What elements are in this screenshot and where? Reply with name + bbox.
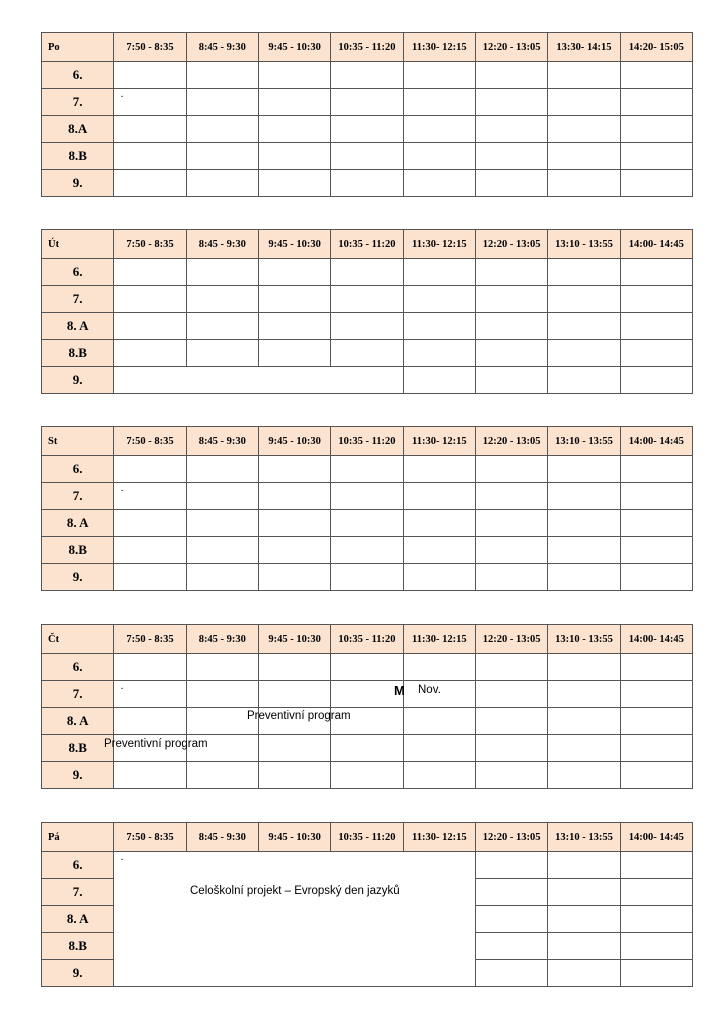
- class-label: 7.: [42, 483, 114, 510]
- time-slot: 14:20- 15:05: [620, 33, 692, 62]
- class-label: 9.: [42, 762, 114, 789]
- table-row: [42, 456, 693, 483]
- dot-mark: ·: [120, 855, 124, 866]
- time-slot: 13:30- 14:15: [548, 33, 620, 62]
- class-label: 9.: [42, 367, 114, 394]
- class-label: 8. A: [42, 510, 114, 537]
- table-row: [42, 143, 693, 170]
- class-label: 7.: [42, 879, 114, 906]
- table-row: [42, 367, 693, 394]
- table-row: [42, 89, 693, 116]
- table-row: [42, 510, 693, 537]
- time-slot: 10:35 - 11:20: [331, 427, 403, 456]
- timetable-po: [41, 32, 693, 197]
- time-slot: 13:10 - 13:55: [548, 625, 620, 654]
- header-row: [42, 625, 693, 654]
- class-label: 8. A: [42, 708, 114, 735]
- table-row: [42, 852, 693, 879]
- table-row: [42, 170, 693, 197]
- time-slot: 14:00- 14:45: [620, 427, 692, 456]
- time-slot: 9:45 - 10:30: [258, 427, 330, 456]
- class-label: 6.: [42, 654, 114, 681]
- time-slot: 10:35 - 11:20: [331, 230, 403, 259]
- dot-mark: ·: [120, 92, 124, 103]
- schedule-pa: [41, 822, 693, 987]
- table-row: [42, 537, 693, 564]
- subject-m-label: M: [394, 683, 405, 698]
- class-label: 7.: [42, 286, 114, 313]
- preventivni-program-note: Preventivní program: [247, 710, 351, 722]
- class-label: 6.: [42, 456, 114, 483]
- time-slot: 12:20 - 13:05: [475, 33, 547, 62]
- day-label: St: [42, 427, 114, 456]
- time-slot: 8:45 - 9:30: [186, 625, 258, 654]
- header-row: [42, 427, 693, 456]
- class-label: 8.B: [42, 735, 114, 762]
- class-label: 8.A: [42, 116, 114, 143]
- time-slot: 13:10 - 13:55: [548, 427, 620, 456]
- time-slot: 11:30- 12:15: [403, 427, 475, 456]
- time-slot: 10:35 - 11:20: [331, 823, 403, 852]
- table-row: [42, 340, 693, 367]
- timetable-ct: [41, 624, 693, 789]
- timetable-pa: [41, 822, 693, 987]
- class-label: 8.B: [42, 537, 114, 564]
- class-label: 6.: [42, 852, 114, 879]
- time-slot: 14:00- 14:45: [620, 230, 692, 259]
- class-label: 8. A: [42, 906, 114, 933]
- class-label: 7.: [42, 89, 114, 116]
- schedule-ct: [41, 624, 693, 789]
- day-label: Pá: [42, 823, 114, 852]
- time-slot: 10:35 - 11:20: [331, 33, 403, 62]
- time-slot: 11:30- 12:15: [403, 625, 475, 654]
- time-slot: 8:45 - 9:30: [186, 823, 258, 852]
- time-slot: 14:00- 14:45: [620, 625, 692, 654]
- project-merged-cell: [114, 852, 476, 987]
- time-slot: 7:50 - 8:35: [114, 625, 186, 654]
- dot-mark: ·: [120, 684, 124, 695]
- dot-mark: ·: [120, 486, 124, 497]
- time-slot: 8:45 - 9:30: [186, 427, 258, 456]
- day-label: Út: [42, 230, 114, 259]
- time-slot: 9:45 - 10:30: [258, 625, 330, 654]
- time-slot: 9:45 - 10:30: [258, 33, 330, 62]
- table-row: [42, 708, 693, 735]
- time-slot: 7:50 - 8:35: [114, 230, 186, 259]
- time-slot: 13:10 - 13:55: [548, 230, 620, 259]
- timetable-st: [41, 426, 693, 591]
- table-row: [42, 62, 693, 89]
- time-slot: 11:30- 12:15: [403, 823, 475, 852]
- class-label: 7.: [42, 681, 114, 708]
- timetable-ut: [41, 229, 693, 394]
- class-label: 6.: [42, 62, 114, 89]
- header-row: [42, 230, 693, 259]
- time-slot: 8:45 - 9:30: [186, 33, 258, 62]
- class-label: 8.B: [42, 340, 114, 367]
- time-slot: 7:50 - 8:35: [114, 823, 186, 852]
- time-slot: 11:30- 12:15: [403, 230, 475, 259]
- table-row: [42, 483, 693, 510]
- class-label: 9.: [42, 960, 114, 987]
- preventivni-program-note: Preventivní program: [104, 738, 208, 750]
- time-slot: 11:30- 12:15: [403, 33, 475, 62]
- day-label: Po: [42, 33, 114, 62]
- time-slot: 12:20 - 13:05: [475, 427, 547, 456]
- time-slot: 7:50 - 8:35: [114, 33, 186, 62]
- day-label: Čt: [42, 625, 114, 654]
- time-slot: 12:20 - 13:05: [475, 230, 547, 259]
- schedule-po: [41, 32, 693, 197]
- merged-cell: [114, 367, 403, 394]
- time-slot: 10:35 - 11:20: [331, 625, 403, 654]
- time-slot: 14:00- 14:45: [620, 823, 692, 852]
- time-slot: 7:50 - 8:35: [114, 427, 186, 456]
- table-row: [42, 564, 693, 591]
- table-row: [42, 681, 693, 708]
- table-row: [42, 259, 693, 286]
- table-row: [42, 654, 693, 681]
- time-slot: 12:20 - 13:05: [475, 625, 547, 654]
- time-slot: 8:45 - 9:30: [186, 230, 258, 259]
- schedule-ut: [41, 229, 693, 394]
- class-label: 9.: [42, 170, 114, 197]
- time-slot: 12:20 - 13:05: [475, 823, 547, 852]
- time-slot: 9:45 - 10:30: [258, 823, 330, 852]
- header-row: [42, 33, 693, 62]
- table-row: [42, 116, 693, 143]
- class-label: 6.: [42, 259, 114, 286]
- header-row: [42, 823, 693, 852]
- project-note: Celoškolní projekt – Evropský den jazyků: [190, 885, 400, 897]
- table-row: [42, 286, 693, 313]
- class-label: 9.: [42, 564, 114, 591]
- class-label: 8. A: [42, 313, 114, 340]
- time-slot: 9:45 - 10:30: [258, 230, 330, 259]
- class-label: 8.B: [42, 933, 114, 960]
- table-row: [42, 762, 693, 789]
- table-row: [42, 313, 693, 340]
- time-slot: 13:10 - 13:55: [548, 823, 620, 852]
- subject-nov-label: Nov.: [418, 684, 441, 696]
- schedule-st: [41, 426, 693, 591]
- class-label: 8.B: [42, 143, 114, 170]
